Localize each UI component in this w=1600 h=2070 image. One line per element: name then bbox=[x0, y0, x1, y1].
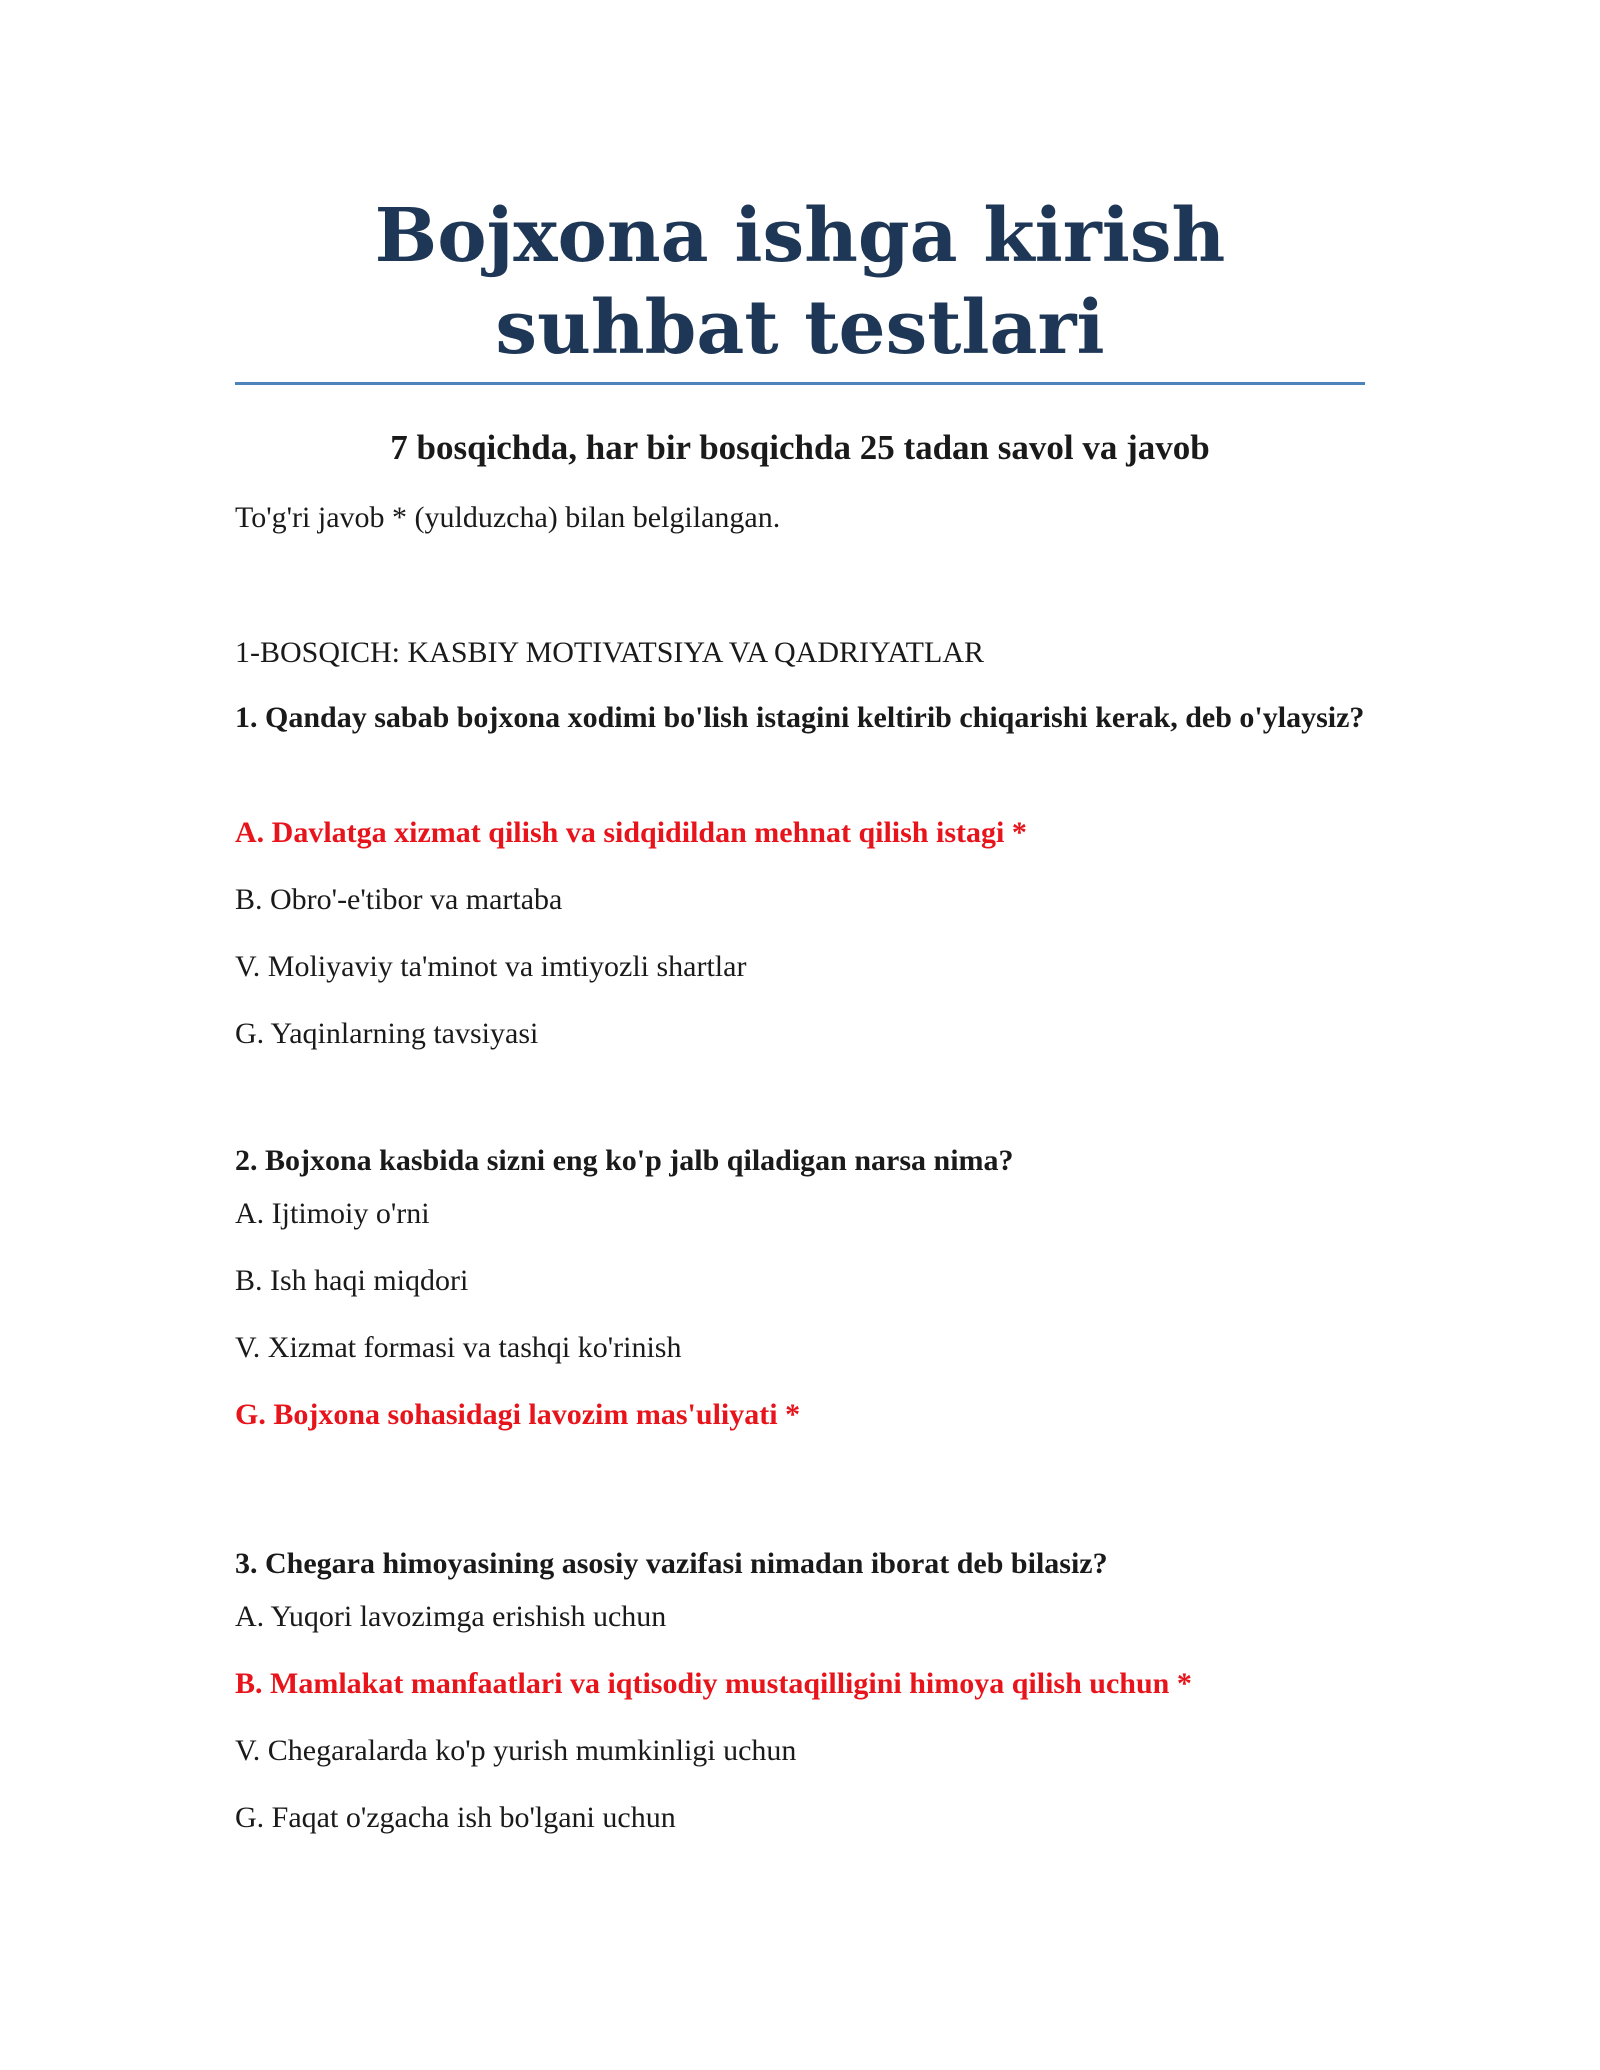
document-title: Bojxona ishga kirish suhbat testlari bbox=[374, 193, 1226, 371]
question-3 bbox=[235, 1543, 1365, 1834]
question-text: 2. Bojxona kasbida sizni eng ko'p jalb qiladigan narsa nima? bbox=[235, 1144, 1014, 1177]
option-a: A. Ijtimoiy o'rni bbox=[235, 1197, 430, 1230]
option-v: V. Xizmat formasi va tashqi ko'rinish bbox=[235, 1331, 682, 1364]
question-text: 1. Qanday sabab bojxona xodimi bo'lish istagini keltirib chiqarishi kerak, deb o'ylaysiz? bbox=[235, 701, 1365, 734]
document-subtitle: 7 bosqichda, har bir bosqichda 25 tadan savol va javob bbox=[390, 428, 1210, 467]
question-2 bbox=[235, 1140, 1365, 1431]
option-a: A. Davlatga xizmat qilish va sidqidildan mehnat qilish istagi * bbox=[235, 816, 1027, 849]
title-divider bbox=[235, 382, 1365, 385]
answer-key-note: To'g'ri javob * (yulduzcha) bilan belgilangan. bbox=[235, 501, 781, 534]
option-v: V. Chegaralarda ko'p yurish mumkinligi uchun bbox=[235, 1734, 797, 1767]
option-g: G. Bojxona sohasidagi lavozim mas'uliyati * bbox=[235, 1398, 801, 1431]
question-text: 3. Chegara himoyasining asosiy vazifasi nimadan iborat deb bilasiz? bbox=[235, 1547, 1108, 1580]
option-g: G. Yaqinlarning tavsiyasi bbox=[235, 1017, 539, 1050]
option-a: A. Yuqori lavozimga erishish uchun bbox=[235, 1600, 667, 1633]
option-v: V. Moliyaviy ta'minot va imtiyozli shartlar bbox=[235, 950, 747, 983]
question-1 bbox=[235, 697, 1365, 1050]
stage-heading: 1-BOSQICH: KASBIY MOTIVATSIYA VA QADRIYATLAR bbox=[235, 636, 984, 669]
option-b: B. Obro'-e'tibor va martaba bbox=[235, 883, 563, 916]
option-b: B. Ish haqi miqdori bbox=[235, 1264, 469, 1297]
option-b: B. Mamlakat manfaatlari va iqtisodiy mustaqilligini himoya qilish uchun * bbox=[235, 1667, 1192, 1700]
option-g: G. Faqat o'zgacha ish bo'lgani uchun bbox=[235, 1801, 676, 1834]
